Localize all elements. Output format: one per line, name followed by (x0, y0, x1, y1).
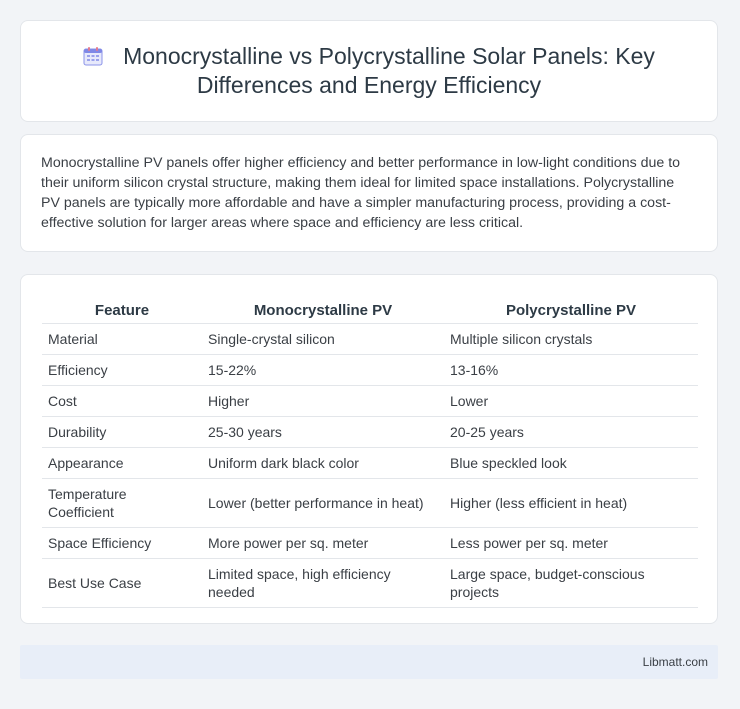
comparison-card (20, 274, 718, 624)
table-row (42, 417, 698, 448)
poly-cell: 13-16% (444, 355, 698, 386)
table-row (42, 386, 698, 417)
poly-cell: Blue speckled look (444, 448, 698, 479)
poly-cell: Lower (444, 386, 698, 417)
mono-cell: Lower (better performance in heat) (202, 479, 444, 528)
page-title-text: Monocrystalline vs Polycrystalline Solar Panels: Key Differences and Energy Efficiency (123, 43, 655, 98)
feature-cell: Cost (42, 386, 202, 417)
poly-cell: 20-25 years (444, 417, 698, 448)
poly-cell: Multiple silicon crystals (444, 324, 698, 355)
table-row (42, 479, 698, 528)
feature-cell: Efficiency (42, 355, 202, 386)
poly-cell: Higher (less efficient in heat) (444, 479, 698, 528)
header-feature: Feature (42, 293, 202, 324)
feature-cell: Durability (42, 417, 202, 448)
table-row (42, 528, 698, 559)
feature-cell: Appearance (42, 448, 202, 479)
mono-cell: Uniform dark black color (202, 448, 444, 479)
calendar-icon (83, 46, 103, 66)
feature-cell: Material (42, 324, 202, 355)
mono-cell: Limited space, high efficiency needed (202, 559, 444, 608)
page-title (83, 43, 655, 98)
poly-cell: Less power per sq. meter (444, 528, 698, 559)
summary-paragraph: Monocrystalline PV panels offer higher efficiency and better performance in low-light conditions due to their uniform silicon crystal structure, making them ideal for limited space installations. Polycrystalline PV panels are typically more affordable and have a simpler manufacturing process, providing a cost-effective solution for larger areas where space and efficiency are less critical. (41, 155, 681, 231)
comparison-table (42, 293, 698, 608)
mono-cell: Single-crystal silicon (202, 324, 444, 355)
title-wrap (59, 42, 679, 100)
table-row (42, 324, 698, 355)
poly-cell: Large space, budget-conscious projects (444, 559, 698, 608)
title-card (20, 20, 718, 122)
header-monocrystalline: Monocrystalline PV (202, 293, 444, 324)
mono-cell: 15-22% (202, 355, 444, 386)
table-header-row (42, 293, 698, 324)
feature-cell: Temperature Coefficient (42, 479, 202, 528)
mono-cell: 25-30 years (202, 417, 444, 448)
footer-brand-link[interactable]: Libmatt.com (642, 655, 708, 669)
feature-cell: Best Use Case (42, 559, 202, 608)
mono-cell: Higher (202, 386, 444, 417)
table-row (42, 448, 698, 479)
table-row (42, 559, 698, 608)
mono-cell: More power per sq. meter (202, 528, 444, 559)
footer (20, 645, 718, 679)
table-row (42, 355, 698, 386)
header-polycrystalline: Polycrystalline PV (444, 293, 698, 324)
feature-cell: Space Efficiency (42, 528, 202, 559)
summary-card (20, 134, 718, 252)
